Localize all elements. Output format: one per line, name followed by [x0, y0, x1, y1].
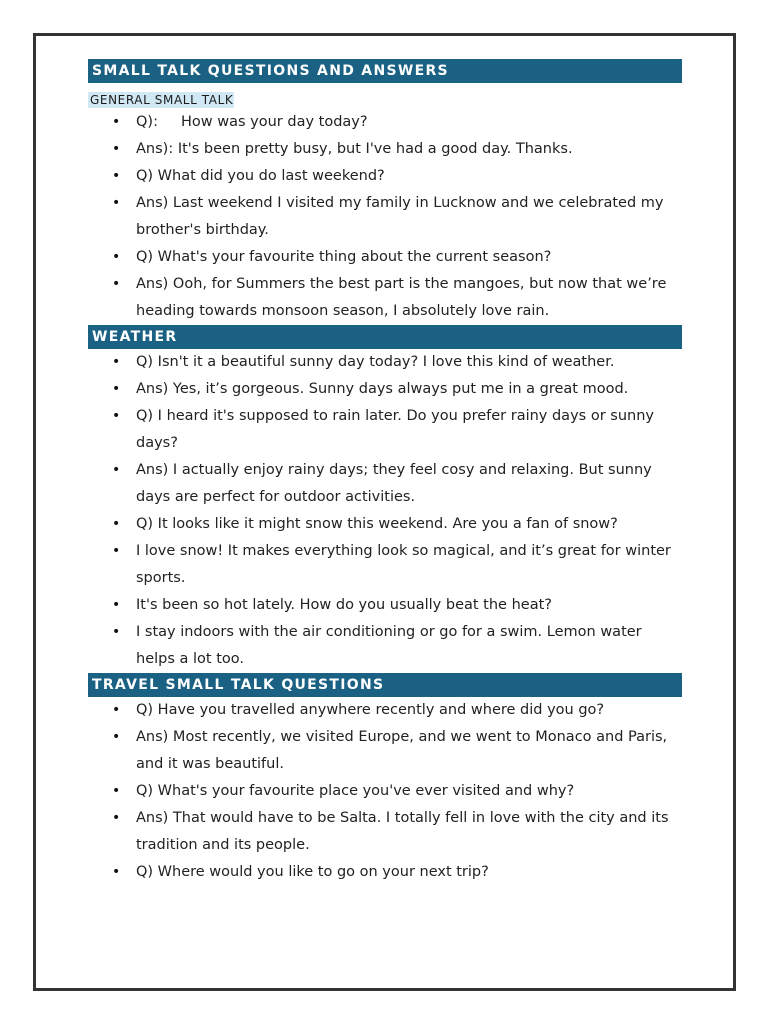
weather-list — [88, 349, 682, 673]
list-item — [88, 778, 682, 805]
document-page — [33, 33, 736, 991]
list-item-text: Q): How was your day today? — [136, 114, 368, 130]
list-item — [88, 109, 682, 136]
bullet-icon: • — [112, 381, 121, 397]
list-item-text: I love snow! It makes everything look so magical, and it’s great for winter sports. — [136, 543, 671, 586]
list-item — [88, 859, 682, 886]
document-content — [88, 59, 682, 886]
list-item — [88, 190, 682, 244]
list-item-text: Ans) That would have to be Salta. I totally fell in love with the city and its tradition and its people. — [136, 810, 669, 853]
list-item — [88, 724, 682, 778]
list-item — [88, 592, 682, 619]
list-item-text: Ans) Yes, it’s gorgeous. Sunny days always put me in a great mood. — [136, 381, 629, 397]
list-item — [88, 697, 682, 724]
list-item — [88, 244, 682, 271]
bullet-icon: • — [112, 276, 121, 292]
bullet-icon: • — [112, 195, 121, 211]
bullet-icon: • — [112, 462, 121, 478]
list-item-text: Q) Have you travelled anywhere recently and where did you go? — [136, 702, 605, 718]
list-item — [88, 376, 682, 403]
section-heading-weather: WEATHER — [88, 325, 682, 349]
bullet-icon: • — [112, 354, 121, 370]
bullet-icon: • — [112, 729, 121, 745]
document-title: SMALL TALK QUESTIONS AND ANSWERS — [88, 59, 682, 83]
bullet-icon: • — [112, 114, 121, 130]
bullet-icon: • — [112, 249, 121, 265]
bullet-icon: • — [112, 624, 121, 640]
list-item-text: Ans): It's been pretty busy, but I've had a good day. Thanks. — [136, 141, 573, 157]
list-item-text: Q) What's your favourite place you've ever visited and why? — [136, 783, 575, 799]
list-item-text: Q) Isn't it a beautiful sunny day today? I love this kind of weather. — [136, 354, 615, 370]
bullet-icon: • — [112, 810, 121, 826]
list-item-text: Q) I heard it's supposed to rain later. Do you prefer rainy days or sunny days? — [136, 408, 654, 451]
list-item-text: Ans) Last weekend I visited my family in Lucknow and we celebrated my brother's birthday. — [136, 195, 664, 238]
list-item — [88, 271, 682, 325]
bullet-icon: • — [112, 543, 121, 559]
bullet-icon: • — [112, 597, 121, 613]
bullet-icon: • — [112, 516, 121, 532]
list-item-text: Q) What's your favourite thing about the current season? — [136, 249, 552, 265]
bullet-icon: • — [112, 141, 121, 157]
list-item-text: Q) Where would you like to go on your next trip? — [136, 864, 489, 880]
list-item — [88, 349, 682, 376]
section-subheading-general: GENERAL SMALL TALK — [90, 93, 234, 107]
bullet-icon: • — [112, 408, 121, 424]
list-item — [88, 136, 682, 163]
list-item-text: It's been so hot lately. How do you usually beat the heat? — [136, 597, 552, 613]
list-item-text: Ans) Ooh, for Summers the best part is the mangoes, but now that we’re heading towards monsoon season, I absolutely love rain. — [136, 276, 667, 319]
general-small-talk-list — [88, 109, 682, 325]
section-heading-travel: TRAVEL SMALL TALK QUESTIONS — [88, 673, 682, 697]
list-item-text: Ans) Most recently, we visited Europe, and we went to Monaco and Paris, and it was beautiful. — [136, 729, 668, 772]
list-item-text: Q) What did you do last weekend? — [136, 168, 385, 184]
list-item-text: I stay indoors with the air conditioning or go for a swim. Lemon water helps a lot too. — [136, 624, 642, 667]
bullet-icon: • — [112, 864, 121, 880]
list-item — [88, 163, 682, 190]
list-item — [88, 538, 682, 592]
bullet-icon: • — [112, 783, 121, 799]
list-item — [88, 403, 682, 457]
bullet-icon: • — [112, 168, 121, 184]
travel-list — [88, 697, 682, 886]
list-item-text: Q) It looks like it might snow this weekend. Are you a fan of snow? — [136, 516, 618, 532]
list-item — [88, 511, 682, 538]
list-item — [88, 457, 682, 511]
list-item-text: Ans) I actually enjoy rainy days; they feel cosy and relaxing. But sunny days are perfect for outdoor activities. — [136, 462, 652, 505]
list-item — [88, 619, 682, 673]
bullet-icon: • — [112, 702, 121, 718]
list-item — [88, 805, 682, 859]
